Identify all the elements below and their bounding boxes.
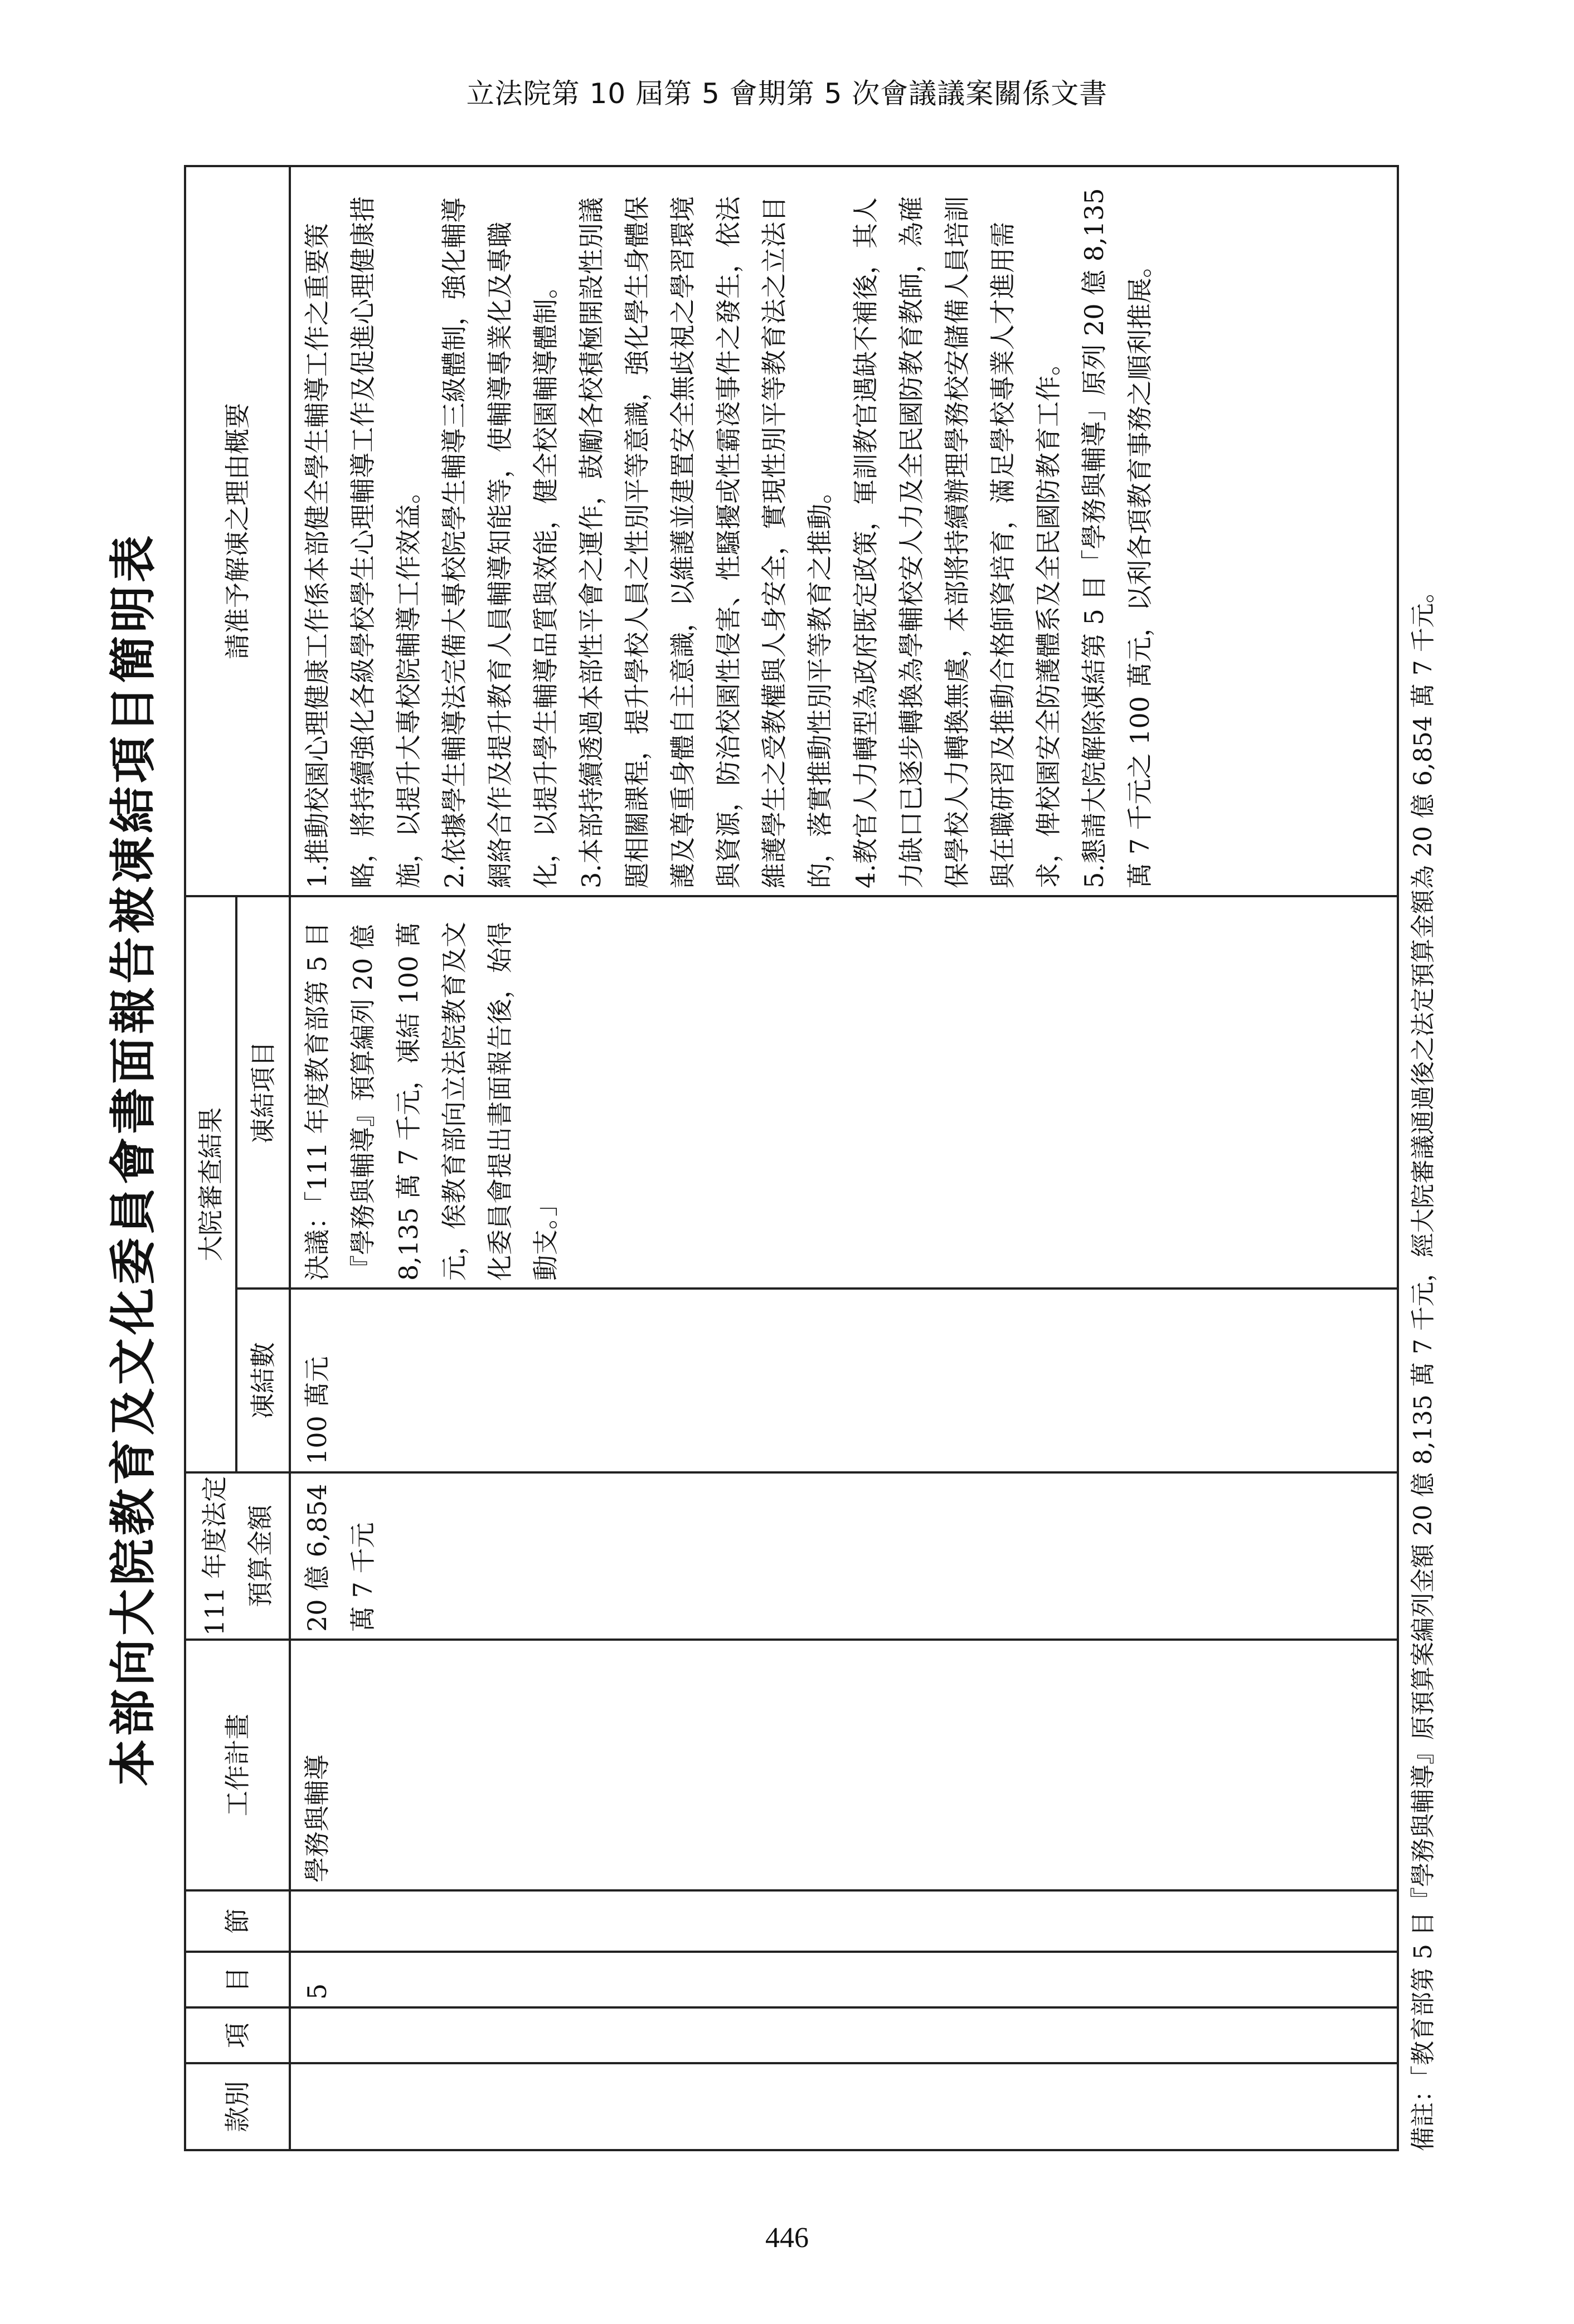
footnote: 備註：「教育部第 5 目『學務與輔導』原預算案編列金額 20 億 8,135 萬 7 千元，經大院審議通過後之法定預算金額為 20 億 6,854 萬 7 千元。 (1409, 578, 1437, 2151)
rotated-page-content (89, 167, 1460, 2151)
document-title: 本部向大院教育及文化委員會書面報告被凍結項目簡明表 (105, 532, 161, 1787)
cell-kuan (290, 2063, 1398, 2150)
cell-frozen-item: 決議：「111 年度教育部第 5 目『學務與輔導』預算編列 20 億 8,135 萬 7 千元，凍結 100 萬元，俟教育部向立法院教育及文化委員會提出書面報告後，始得動支。」 (290, 896, 1398, 1289)
page-number: 446 (765, 2222, 809, 2254)
col-header-reason: 請准予解凍之理由概要 (185, 166, 290, 896)
cell-jie (290, 1890, 1398, 1952)
col-header-frozen-item: 凍結項目 (236, 896, 290, 1289)
cell-frozen-amount: 100 萬元 (290, 1289, 1398, 1472)
cell-plan: 學務與輔導 (290, 1640, 1398, 1890)
col-header-kuan: 款別 (185, 2063, 290, 2150)
reason-item: 5.懇請大院解除凍結第 5 目「學務與輔導」原列 20 億 8,135 萬 7 千元之 100 萬元，以利各項教育事務之順利推展。 (1079, 188, 1155, 888)
col-header-xiang: 項 (185, 2007, 290, 2063)
col-header-jie: 節 (185, 1890, 290, 1952)
reason-item: 3.本部持續透過本部性平會之運作，鼓勵各校積極開設性別議題相關課程，提升學校人員之性別平等意識，強化學生身體保護及尊重身體自主意識，以維護並建置安全無歧視之學習環境與資源，防治校園性侵害、性騷擾或性霸凌事件之發生，依法維護學生之受教權與人身安全，實現性別平等教育法之立法目的，落實推動性別平等教育之推動。 (576, 196, 835, 888)
col-header-frozen-amount: 凍結數 (236, 1289, 290, 1472)
cell-xiang (290, 2007, 1398, 2063)
col-header-budget: 111 年度法定預算金額 (185, 1472, 290, 1640)
frozen-items-table (184, 165, 1399, 2151)
col-header-plan: 工作計畫 (185, 1640, 290, 1890)
reason-item: 1.推動校園心理健康工作係本部健全學生輔導工作之重要策略，將持續強化各級學校學生心理輔導工作及促進心理健康措施，以提升大專校院輔導工作效益。 (302, 196, 424, 888)
cell-mu: 5 (290, 1952, 1398, 2007)
col-header-mu: 目 (185, 1952, 290, 2007)
cell-reasons (290, 166, 1398, 896)
reason-item: 4.教官人力轉型為政府既定政策，軍訓教官遇缺不補後，其人力缺口已逐步轉換為學輔校安人力及全民國防教育教師，為確保學校人力轉換無虞，本部將持續辦理學務校安儲備人員培訓與在職研習及推動合格師資培育，滿足學校專業人才進用需求，俾校園安全防護體系及全民國防教育工作。 (851, 196, 1063, 888)
col-header-review-group: 大院審查結果 (185, 896, 236, 1472)
reason-item: 2.依據學生輔導法完備大專校院學生輔導三級體制，強化輔導網絡合作及提升教育人員輔導知能等，使輔導專業化及專職化，以提升學生輔導品質與效能，健全校園輔導體制。 (439, 197, 561, 888)
cell-budget: 20 億 6,854 萬 7 千元 (290, 1472, 1398, 1640)
running-header: 立法院第 10 屆第 5 會期第 5 次會議議案關係文書 (466, 77, 1108, 110)
